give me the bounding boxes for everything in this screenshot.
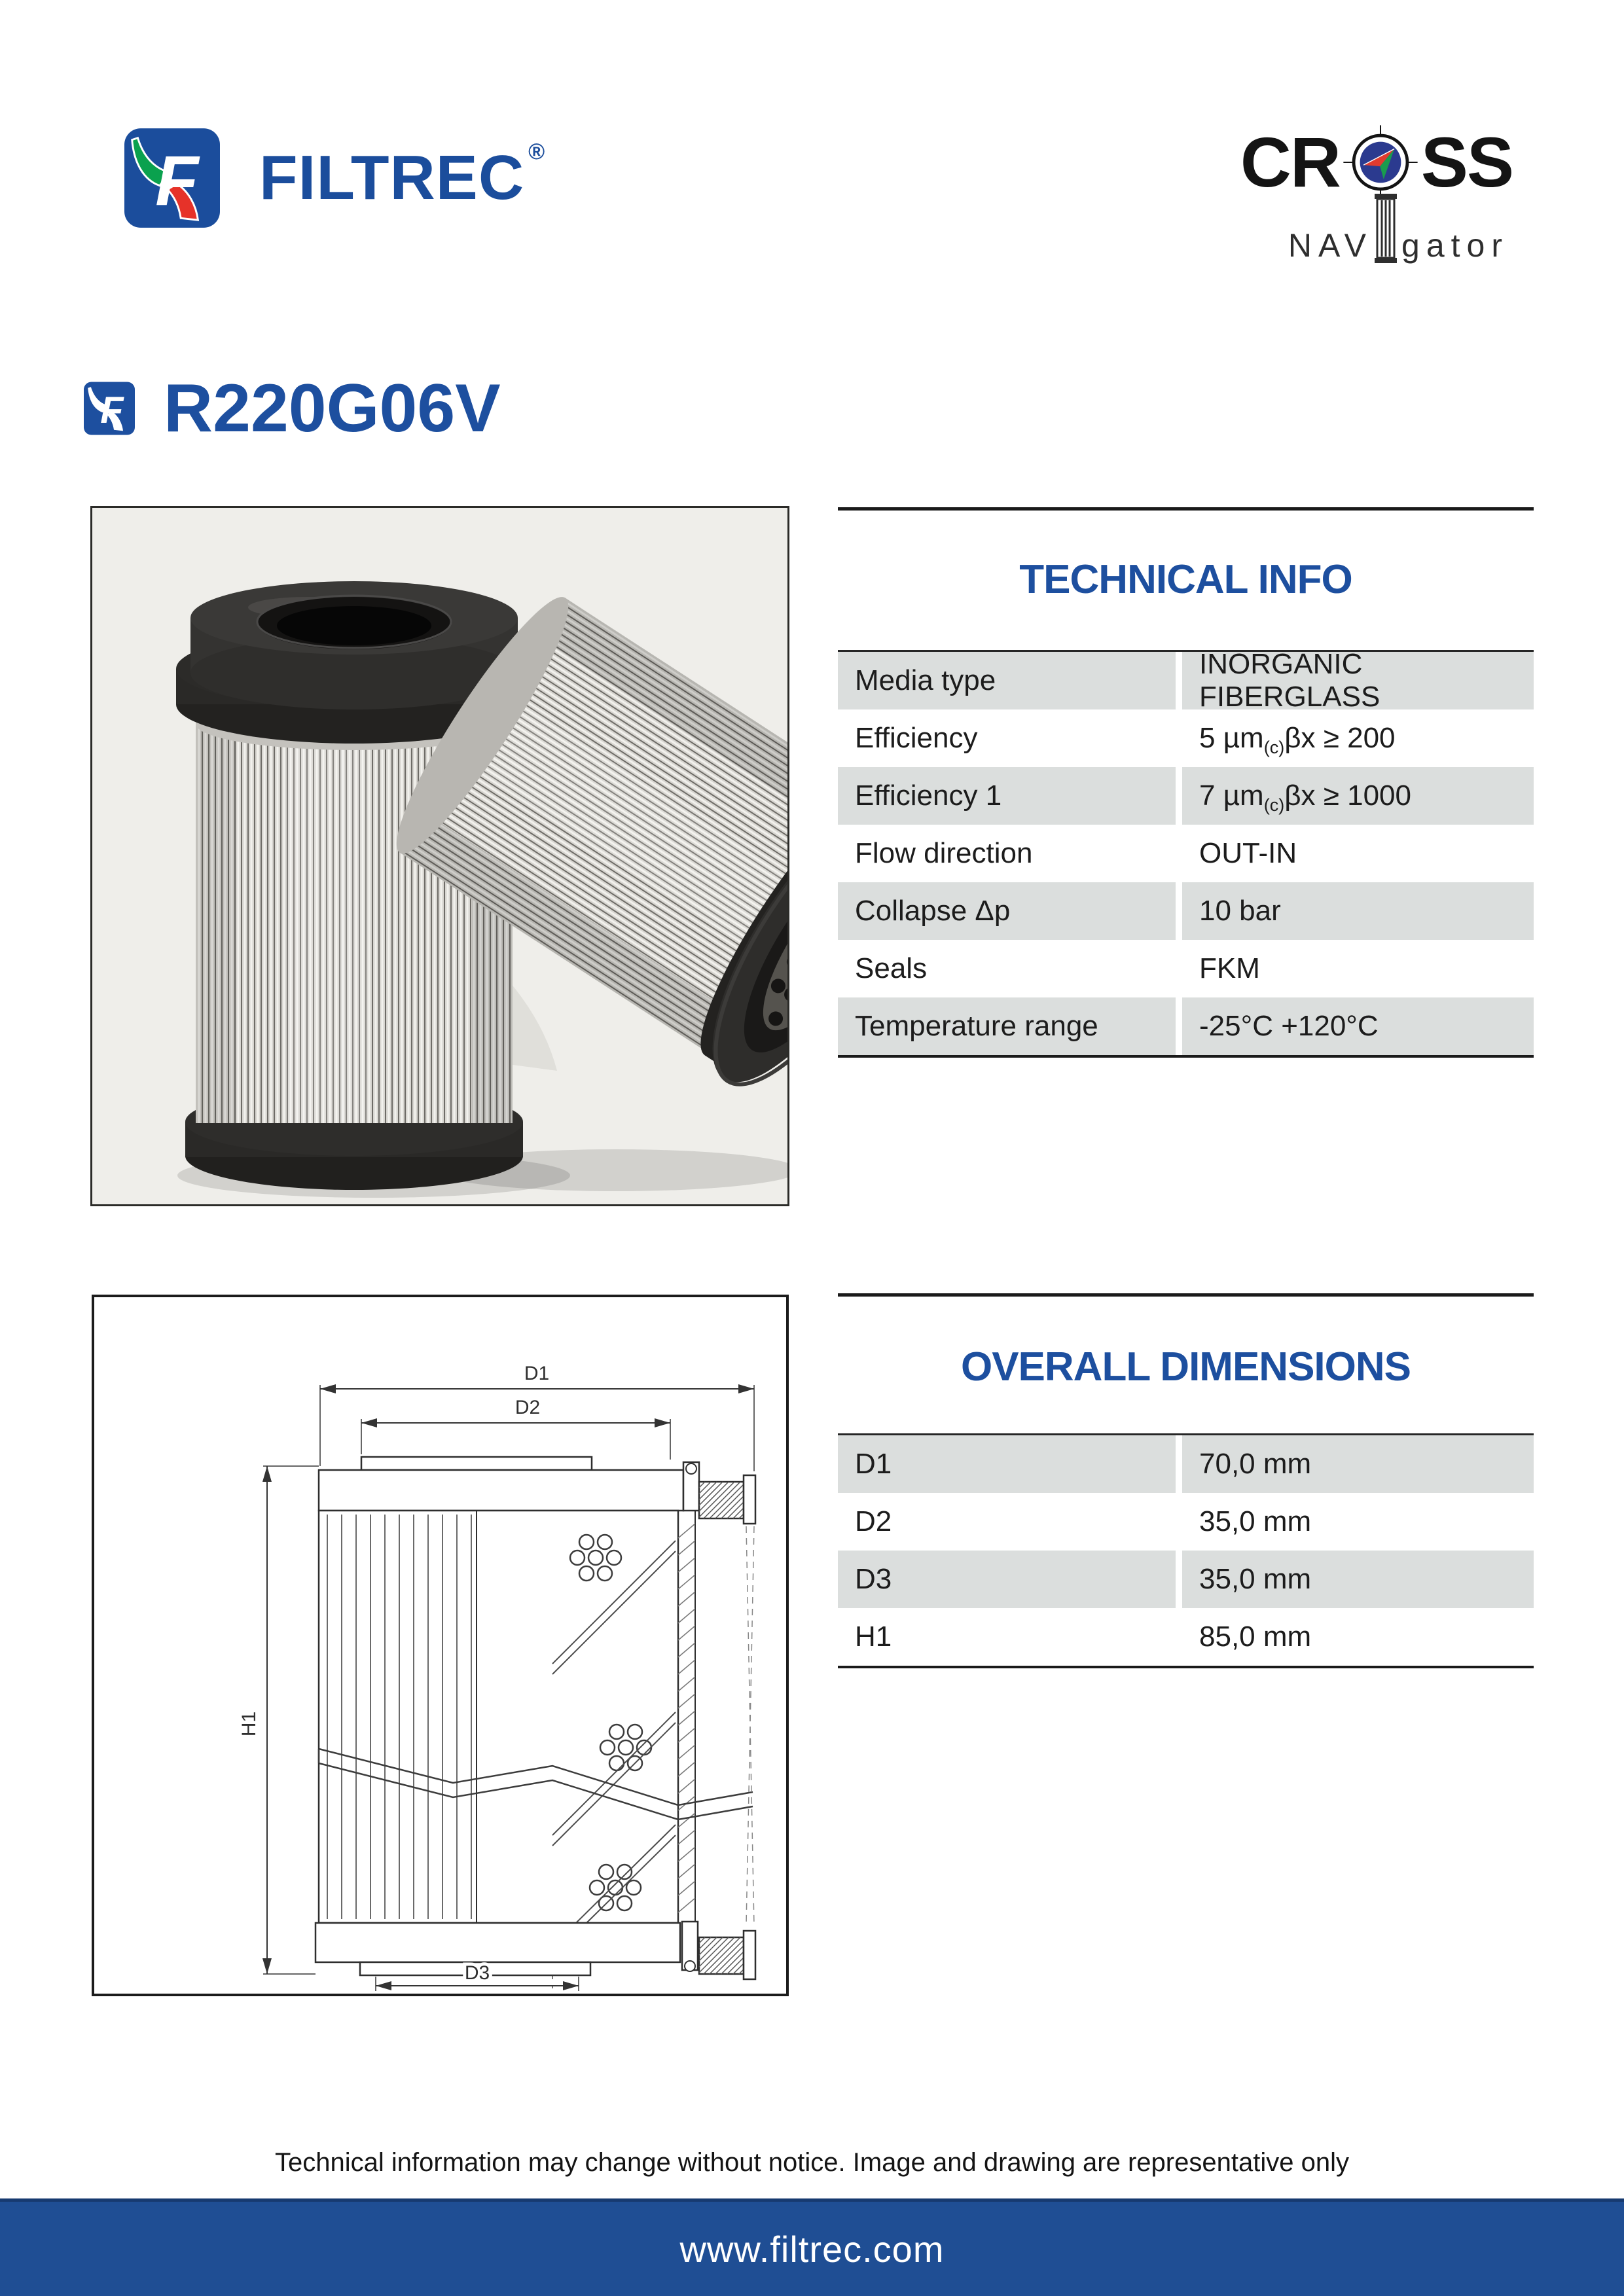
dim-label: H1 [855,1621,892,1653]
cross-part2: SS [1420,122,1513,202]
nav-part2: gator [1401,227,1509,264]
svg-text:F: F [155,140,199,220]
svg-text:H1: H1 [238,1711,260,1737]
tech-label: Efficiency [855,722,978,754]
tech-value: 7 µm (c) βx ≥ 1000 [1182,767,1534,825]
dim-value: 85,0 mm [1199,1621,1312,1653]
dim-row [838,1493,1534,1551]
svg-text:F: F [100,389,124,431]
dim-value: 70,0 mm [1182,1435,1534,1493]
tech-row [838,825,1534,882]
technical-drawing [94,1297,786,1994]
tech-info-top-rule [838,507,1534,511]
dim-value: 35,0 mm [1182,1551,1534,1608]
dim-row [838,1551,1534,1608]
dimensions-top-rule [838,1293,1534,1297]
compass-icon [1343,124,1418,200]
svg-text:D1: D1 [524,1363,550,1384]
tech-label: Collapse Δp [838,882,1176,940]
tech-value: 10 bar [1182,882,1534,940]
tech-value: OUT-IN [1199,837,1297,869]
filter-product-photo [92,508,787,1204]
dim-value: 35,0 mm [1199,1505,1312,1537]
tech-label: Seals [855,952,928,984]
tech-value: 5 µm (c) βx ≥ 200 [1199,722,1396,757]
filtrec-f-mark-icon [124,128,220,228]
dim-row [838,1608,1534,1666]
website-url: www.filtrec.com [679,2228,945,2270]
tech-row [838,940,1534,997]
tech-row [838,882,1534,940]
tech-value: -25°C +120°C [1182,997,1534,1055]
tech-row [838,648,1534,713]
cross-navigator-logo [1238,124,1513,262]
product-header [84,370,501,446]
tech-row [838,709,1534,767]
tech-value: FKM [1199,952,1260,984]
dimensions-title: OVERALL DIMENSIONS [960,1344,1411,1390]
dim-label: D2 [855,1505,892,1537]
tech-row [838,767,1534,825]
tech-info-title: TECHNICAL INFO [1019,557,1352,602]
tech-value: INORGANIC FIBERGLASS [1182,652,1534,709]
filtrec-logo [124,128,545,228]
dimensions-table [838,1433,1534,1668]
column-icon [1374,194,1398,263]
dim-row [838,1435,1534,1493]
navigator-wordmark [1238,194,1513,262]
disclaimer-text: Technical information may change without notice. Image and drawing are representative only [275,2148,1349,2177]
svg-text:D3: D3 [464,1962,490,1984]
filtrec-wordmark: FILTREC [259,143,525,213]
tech-label: Flow direction [855,837,1033,869]
cross-wordmark [1238,124,1513,200]
dim-label: D3 [838,1551,1176,1608]
svg-text:D2: D2 [514,1397,541,1418]
website-bar [0,2198,1624,2296]
tech-info-table [838,650,1534,1058]
tech-label: Efficiency 1 [838,767,1176,825]
registered-trademark: ® [528,139,545,164]
tech-label: Media type [838,652,1176,709]
technical-drawing-box [92,1295,789,1996]
product-photo-box [90,506,789,1206]
tech-row [838,997,1534,1055]
product-f-mark-icon [84,380,135,437]
product-code: R220G06V [164,370,501,446]
nav-part1: NAV [1288,227,1373,264]
tech-label: Temperature range [838,997,1176,1055]
dim-label: D1 [838,1435,1176,1493]
cross-part1: CR [1240,122,1340,202]
